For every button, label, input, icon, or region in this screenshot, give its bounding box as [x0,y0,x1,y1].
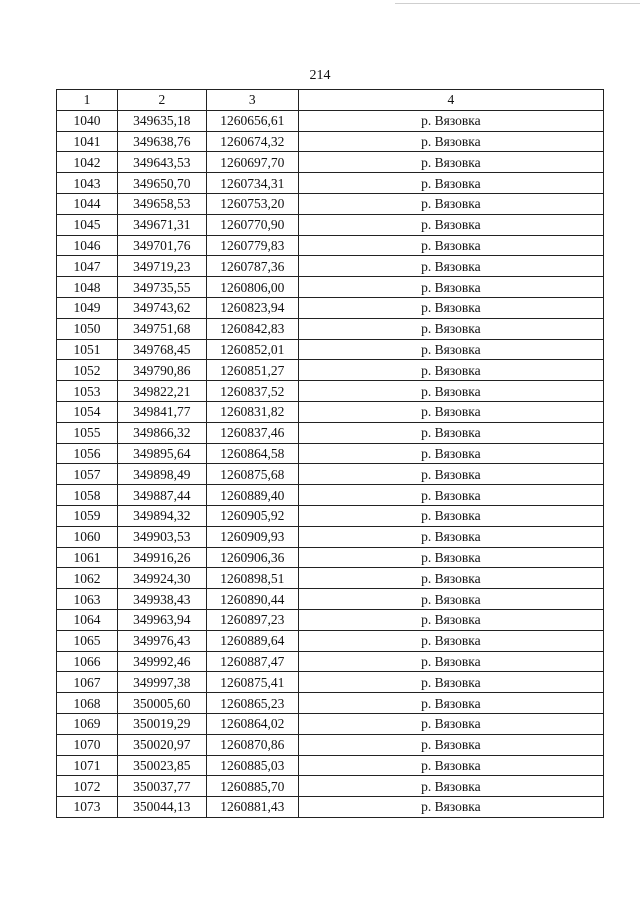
x-coordinate-cell: 349894,32 [117,505,206,526]
table-row [57,443,604,464]
y-coordinate-cell: 1260806,00 [206,277,298,298]
y-coordinate-cell: 1260885,03 [206,755,298,776]
page-crease [395,0,640,4]
point-number-cell: 1049 [57,297,118,318]
point-number-cell: 1065 [57,630,118,651]
table-row [57,776,604,797]
y-coordinate-cell: 1260864,02 [206,713,298,734]
table-row [57,339,604,360]
y-coordinate-cell: 1260905,92 [206,505,298,526]
description-cell: р. Вязовка [298,401,603,422]
x-coordinate-cell: 349887,44 [117,485,206,506]
y-coordinate-cell: 1260697,70 [206,152,298,173]
table-row [57,464,604,485]
description-cell: р. Вязовка [298,110,603,131]
description-cell: р. Вязовка [298,277,603,298]
description-cell: р. Вязовка [298,589,603,610]
x-coordinate-cell: 349735,55 [117,277,206,298]
table-row [57,734,604,755]
description-cell: р. Вязовка [298,214,603,235]
x-coordinate-cell: 349790,86 [117,360,206,381]
x-coordinate-cell: 349701,76 [117,235,206,256]
point-number-cell: 1040 [57,110,118,131]
x-coordinate-cell: 349671,31 [117,214,206,235]
x-coordinate-cell: 349866,32 [117,422,206,443]
y-coordinate-cell: 1260656,61 [206,110,298,131]
x-coordinate-cell: 349924,30 [117,568,206,589]
point-number-cell: 1048 [57,277,118,298]
table-row [57,401,604,422]
point-number-cell: 1058 [57,485,118,506]
table-row [57,152,604,173]
point-number-cell: 1067 [57,672,118,693]
coordinates-table [56,89,604,818]
point-number-cell: 1060 [57,526,118,547]
table-row [57,755,604,776]
y-coordinate-cell: 1260842,83 [206,318,298,339]
x-coordinate-cell: 349898,49 [117,464,206,485]
point-number-cell: 1044 [57,193,118,214]
x-coordinate-cell: 350023,85 [117,755,206,776]
table-row [57,110,604,131]
y-coordinate-cell: 1260864,58 [206,443,298,464]
y-coordinate-cell: 1260889,64 [206,630,298,651]
y-coordinate-cell: 1260770,90 [206,214,298,235]
y-coordinate-cell: 1260823,94 [206,297,298,318]
point-number-cell: 1041 [57,131,118,152]
description-cell: р. Вязовка [298,360,603,381]
x-coordinate-cell: 349822,21 [117,381,206,402]
table-row [57,505,604,526]
description-cell: р. Вязовка [298,422,603,443]
table-row [57,713,604,734]
x-coordinate-cell: 349997,38 [117,672,206,693]
x-coordinate-cell: 349643,53 [117,152,206,173]
table-row [57,256,604,277]
table-row [57,277,604,298]
description-cell: р. Вязовка [298,651,603,672]
x-coordinate-cell: 350044,13 [117,797,206,818]
y-coordinate-cell: 1260837,52 [206,381,298,402]
point-number-cell: 1050 [57,318,118,339]
description-cell: р. Вязовка [298,776,603,797]
point-number-cell: 1043 [57,173,118,194]
x-coordinate-cell: 349841,77 [117,401,206,422]
description-cell: р. Вязовка [298,152,603,173]
table-row [57,589,604,610]
x-coordinate-cell: 349635,18 [117,110,206,131]
description-cell: р. Вязовка [298,797,603,818]
y-coordinate-cell: 1260734,31 [206,173,298,194]
x-coordinate-cell: 350019,29 [117,713,206,734]
y-coordinate-cell: 1260887,47 [206,651,298,672]
point-number-cell: 1047 [57,256,118,277]
point-number-cell: 1052 [57,360,118,381]
point-number-cell: 1054 [57,401,118,422]
table-row [57,568,604,589]
description-cell: р. Вязовка [298,339,603,360]
x-coordinate-cell: 350020,97 [117,734,206,755]
y-coordinate-cell: 1260881,43 [206,797,298,818]
y-coordinate-cell: 1260909,93 [206,526,298,547]
table-row [57,173,604,194]
x-coordinate-cell: 349963,94 [117,609,206,630]
point-number-cell: 1068 [57,693,118,714]
column-header-1: 1 [57,90,118,111]
point-number-cell: 1055 [57,422,118,443]
description-cell: р. Вязовка [298,568,603,589]
description-cell: р. Вязовка [298,755,603,776]
table-row [57,318,604,339]
y-coordinate-cell: 1260898,51 [206,568,298,589]
y-coordinate-cell: 1260889,40 [206,485,298,506]
x-coordinate-cell: 349903,53 [117,526,206,547]
description-cell: р. Вязовка [298,464,603,485]
y-coordinate-cell: 1260851,27 [206,360,298,381]
description-cell: р. Вязовка [298,505,603,526]
description-cell: р. Вязовка [298,131,603,152]
table-body [57,110,604,817]
table-row [57,214,604,235]
table-row [57,131,604,152]
description-cell: р. Вязовка [298,693,603,714]
description-cell: р. Вязовка [298,193,603,214]
y-coordinate-cell: 1260885,70 [206,776,298,797]
y-coordinate-cell: 1260837,46 [206,422,298,443]
description-cell: р. Вязовка [298,297,603,318]
point-number-cell: 1046 [57,235,118,256]
x-coordinate-cell: 349743,62 [117,297,206,318]
point-number-cell: 1071 [57,755,118,776]
description-cell: р. Вязовка [298,443,603,464]
y-coordinate-cell: 1260852,01 [206,339,298,360]
point-number-cell: 1045 [57,214,118,235]
point-number-cell: 1056 [57,443,118,464]
table-row [57,547,604,568]
description-cell: р. Вязовка [298,526,603,547]
table-header-row [57,90,604,111]
table-row [57,693,604,714]
description-cell: р. Вязовка [298,630,603,651]
y-coordinate-cell: 1260779,83 [206,235,298,256]
column-header-3: 3 [206,90,298,111]
x-coordinate-cell: 349751,68 [117,318,206,339]
table-row [57,193,604,214]
x-coordinate-cell: 349992,46 [117,651,206,672]
point-number-cell: 1072 [57,776,118,797]
column-header-4: 4 [298,90,603,111]
x-coordinate-cell: 349638,76 [117,131,206,152]
description-cell: р. Вязовка [298,381,603,402]
description-cell: р. Вязовка [298,672,603,693]
y-coordinate-cell: 1260831,82 [206,401,298,422]
y-coordinate-cell: 1260906,36 [206,547,298,568]
y-coordinate-cell: 1260787,36 [206,256,298,277]
y-coordinate-cell: 1260875,68 [206,464,298,485]
table-row [57,651,604,672]
x-coordinate-cell: 349719,23 [117,256,206,277]
x-coordinate-cell: 349938,43 [117,589,206,610]
x-coordinate-cell: 349916,26 [117,547,206,568]
description-cell: р. Вязовка [298,173,603,194]
point-number-cell: 1073 [57,797,118,818]
point-number-cell: 1064 [57,609,118,630]
y-coordinate-cell: 1260897,23 [206,609,298,630]
point-number-cell: 1053 [57,381,118,402]
table-row [57,297,604,318]
point-number-cell: 1062 [57,568,118,589]
y-coordinate-cell: 1260674,32 [206,131,298,152]
table-row [57,797,604,818]
point-number-cell: 1061 [57,547,118,568]
point-number-cell: 1066 [57,651,118,672]
description-cell: р. Вязовка [298,256,603,277]
x-coordinate-cell: 349650,70 [117,173,206,194]
column-header-2: 2 [117,90,206,111]
x-coordinate-cell: 349976,43 [117,630,206,651]
table-row [57,422,604,443]
x-coordinate-cell: 350005,60 [117,693,206,714]
page-number: 214 [309,68,331,83]
description-cell: р. Вязовка [298,734,603,755]
x-coordinate-cell: 349895,64 [117,443,206,464]
y-coordinate-cell: 1260870,86 [206,734,298,755]
table-row [57,630,604,651]
description-cell: р. Вязовка [298,485,603,506]
table-row [57,360,604,381]
description-cell: р. Вязовка [298,547,603,568]
y-coordinate-cell: 1260890,44 [206,589,298,610]
y-coordinate-cell: 1260875,41 [206,672,298,693]
table-row [57,235,604,256]
point-number-cell: 1051 [57,339,118,360]
description-cell: р. Вязовка [298,609,603,630]
y-coordinate-cell: 1260753,20 [206,193,298,214]
point-number-cell: 1063 [57,589,118,610]
point-number-cell: 1069 [57,713,118,734]
table-row [57,672,604,693]
point-number-cell: 1042 [57,152,118,173]
table-row [57,381,604,402]
x-coordinate-cell: 349768,45 [117,339,206,360]
y-coordinate-cell: 1260865,23 [206,693,298,714]
description-cell: р. Вязовка [298,235,603,256]
table-row [57,609,604,630]
table-row [57,526,604,547]
x-coordinate-cell: 349658,53 [117,193,206,214]
point-number-cell: 1070 [57,734,118,755]
point-number-cell: 1059 [57,505,118,526]
table-row [57,485,604,506]
description-cell: р. Вязовка [298,318,603,339]
x-coordinate-cell: 350037,77 [117,776,206,797]
description-cell: р. Вязовка [298,713,603,734]
point-number-cell: 1057 [57,464,118,485]
